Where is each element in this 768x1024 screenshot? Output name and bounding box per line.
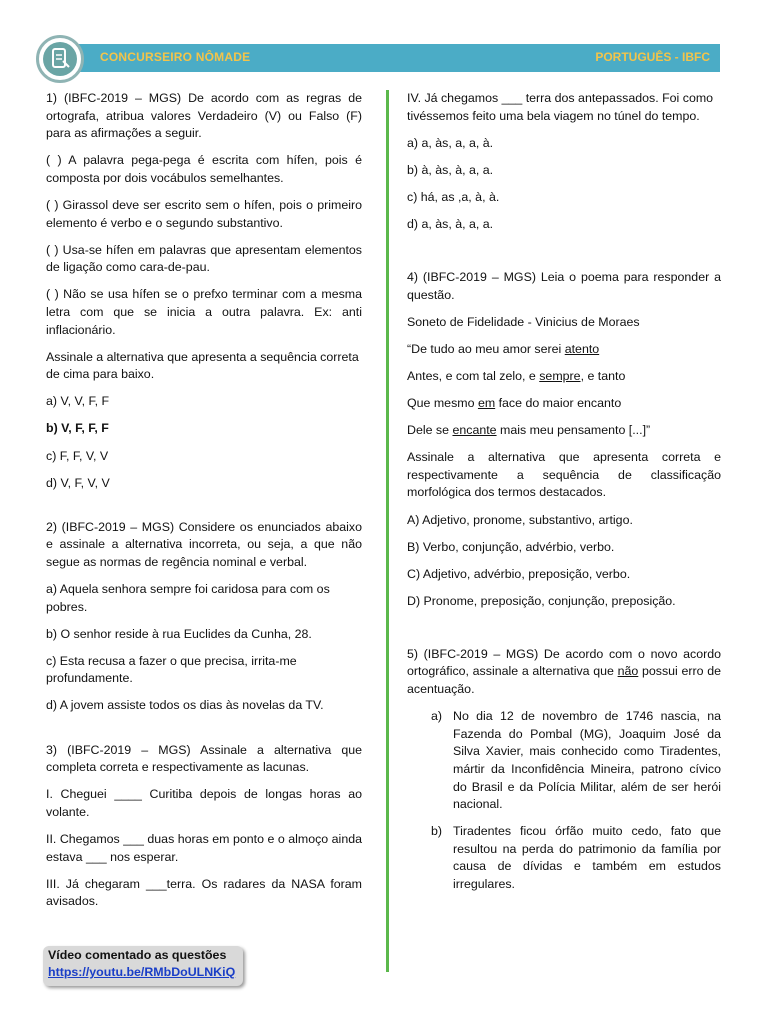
q1-option-b: b) V, F, F, F	[46, 421, 109, 436]
poem-line-4: Dele se encante mais meu pensamento [...]”	[407, 423, 651, 438]
video-link[interactable]: https://youtu.be/RMbDoULNKiQ	[48, 965, 236, 979]
q1-item-1: ( ) A palavra pega-pega é escrita com hífen, pois é composta por dois vocábulos semelhantes.	[46, 153, 362, 185]
q1-option-d: d) V, F, V, V	[46, 475, 110, 490]
q2-option-a: a) Aquela senhora sempre foi caridosa para com os pobres.	[46, 581, 330, 614]
subject-title: PORTUGUÊS - IBFC	[595, 50, 710, 64]
poem-heading	[407, 314, 721, 332]
q2-option-d: d) A jovem assiste todos os dias às novelas da TV.	[46, 698, 324, 713]
q4-option-b: B) Verbo, conjunção, advérbio, verbo.	[407, 539, 615, 554]
q5-option-b: b) Tiradentes ficou órfão muito cedo, fato que resultou na perda do patrimonio da família por causa de dívidas e também em estudos irregulares.	[431, 824, 721, 891]
q3-option-c: c) há, as ,a, à, à.	[407, 189, 500, 204]
q3-option-a: a) a, às, a, a, à.	[407, 135, 494, 150]
q3-sentence-i: I. Cheguei ____ Curitiba depois de longas horas ao volante.	[46, 787, 362, 819]
q2-option-b: b) O senhor reside à rua Euclides da Cunha, 28.	[46, 626, 312, 641]
nomad-logo-icon	[36, 35, 84, 83]
question-5-statement: 5) (IBFC-2019 – MGS) De acordo com o novo acordo ortográfico, assinale a alternativa que não possui erro de acentuação.	[407, 646, 721, 697]
poem-title: Soneto de Fidelidade	[407, 314, 525, 329]
q5-options	[407, 708, 721, 893]
q4-option-d: D) Pronome, preposição, conjunção, preposição.	[407, 593, 676, 608]
q4-option-a: A) Adjetivo, pronome, substantivo, artigo.	[407, 512, 633, 527]
poem-author: - Vinicius de Moraes	[524, 314, 640, 329]
q3-option-b: b) à, às, à, a, a.	[407, 162, 494, 177]
poem-line-2: Antes, e com tal zelo, e sempre, e tanto	[407, 368, 626, 383]
q3-option-d: d) a, às, à, a, a.	[407, 216, 494, 231]
video-callout	[43, 946, 243, 986]
video-label: Vídeo comentado as questões	[48, 948, 227, 962]
q4-option-c: C) Adjetivo, advérbio, preposição, verbo.	[407, 566, 631, 581]
question-2-statement: 2) (IBFC-2019 – MGS) Considere os enunciados abaixo e assinale a alternativa incorreta, ou seja, a que não segue as normas de regência nominal e verbal.	[46, 519, 362, 569]
left-column	[46, 90, 362, 920]
site-title: CONCURSEIRO NÔMADE	[100, 50, 251, 64]
right-column	[407, 90, 721, 903]
question-1-statement: 1) (IBFC-2019 – MGS) De acordo com as regras de ortografa, atribua valores Verdadeiro (V) ou Falso (F) para as afirmações a seguir.	[46, 91, 362, 141]
question-3-statement: 3) (IBFC-2019 – MGS) Assinale a alternativa que completa correta e respectivamente as lacunas.	[46, 742, 362, 775]
q1-option-a: a) V, V, F, F	[46, 394, 110, 409]
q1-instruction: Assinale a alternativa que apresenta a sequência correta de cima para baixo.	[46, 349, 359, 382]
q5-option-a: a) No dia 12 de novembro de 1746 nascia, na Fazenda do Pombal (MG), Joaquim José da Silva Xavier, mais conhecido como Tiradentes, mártir da Inconfidência Mineira, patrono cívico do Brasil e da Polícia Militar, além de ser herói nacional.	[431, 709, 721, 812]
question-4-statement: 4) (IBFC-2019 – MGS) Leia o poema para responder a questão.	[407, 270, 721, 302]
poem-line-3: Que mesmo em face do maior encanto	[407, 396, 622, 411]
q3-sentence-iii: III. Já chegaram ___terra. Os radares da NASA foram avisados.	[46, 876, 362, 909]
q1-option-c: c) F, F, V, V	[46, 448, 109, 463]
header-bar	[62, 44, 720, 72]
column-divider	[386, 90, 389, 972]
q1-item-4: ( ) Não se usa hífen se o prefxo terminar com a mesma letra com que se inicia a outra palavra. Ex: anti inflacionário.	[46, 287, 362, 337]
q4-instruction: Assinale a alternativa que apresenta correta e respectivamente a sequência de classificação morfológica dos termos destacados.	[407, 450, 721, 500]
q3-sentence-ii: II. Chegamos ___ duas horas em ponto e o almoço ainda estava ___ nos esperar.	[46, 831, 362, 864]
poem-line-1: “De tudo ao meu amor serei atento	[407, 341, 600, 356]
q2-option-c: c) Esta recusa a fazer o que precisa, irrita-me profundamente.	[46, 653, 297, 686]
q3-sentence-iv: IV. Já chegamos ___ terra dos antepassados. Foi como tivéssemos feito uma bela viagem no túnel do tempo.	[407, 91, 714, 123]
q1-item-3: ( ) Usa-se hífen em palavras que apresentam elementos de ligação como cara-de-pau.	[46, 242, 362, 275]
q1-item-2: ( ) Girassol deve ser escrito sem o hífen, pois o primeiro elemento é verbo e o segundo substantivo.	[46, 197, 362, 230]
